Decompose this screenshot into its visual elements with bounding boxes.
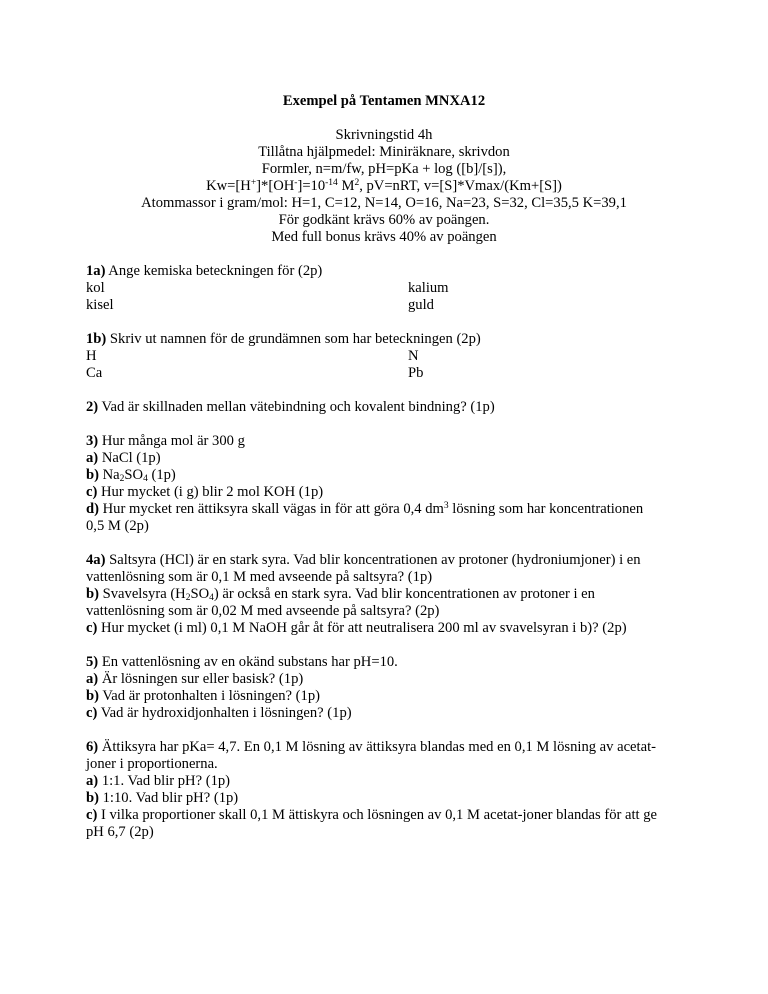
q-num: a) [86,450,99,466]
q-num: a) [86,773,99,789]
q-text: 1:1. Vad blir pH? (1p) [98,773,231,789]
q-num: c) [86,620,98,636]
question-6 [86,739,656,756]
question-5 [86,654,398,671]
q-text: Ange kemiska beteckningen för (2p) [105,263,323,279]
question-1b [86,331,481,348]
kw-text: ]*[OH [256,178,295,194]
subscript: 4 [209,593,214,603]
q-num: 1b) [86,331,107,347]
question-3 [86,433,245,450]
q-text: Vad är skillnaden mellan vätebindning och kovalent bindning? (1p) [98,399,495,415]
q-num: c) [86,705,98,721]
list-item: Ca [86,365,103,381]
kw-text: ]=10 [297,178,326,194]
q-num: 6) [86,739,99,755]
q-num: 2) [86,399,99,415]
header-kw-line [0,178,768,195]
kw-text: M [337,178,355,194]
header-masses: Atommassor i gram/mol: H=1, C=12, N=14, O=16, Na=23, S=32, Cl=35,5 K=39,1 [141,195,627,211]
list-item: kalium [408,280,449,296]
superscript: 3 [443,501,449,511]
question-2 [86,399,495,416]
list-item: guld [408,297,434,313]
list-item: kisel [86,297,114,313]
q-num: c) [86,484,98,500]
question-6-cont: joner i proportionerna. [86,756,218,772]
q-num: c) [86,807,98,823]
q-text: Skriv ut namnen för de grundämnen som har beteckningen (2p) [106,331,481,347]
question-3d-cont: 0,5 M (2p) [86,518,149,534]
q-text: SO [124,467,144,483]
q-text: Hur mycket ren ättiksyra skall vägas in för att göra 0,4 dm [98,501,444,517]
q-text: SO [190,586,210,602]
page-title: Exempel på Tentamen MNXA12 [282,93,486,109]
kw-sup-minus: - [294,178,298,188]
q-num: a) [86,671,99,687]
q-num: b) [86,467,99,483]
list-item: kol [86,280,105,296]
kw-sup-plus: + [250,178,257,188]
q-num: 5) [86,654,99,670]
question-6c [86,807,657,824]
q-text: Hur mycket (i g) blir 2 mol KOH (1p) [97,484,324,500]
q-num: b) [86,586,99,602]
question-6b [86,790,238,807]
q-text: Hur mycket (i ml) 0,1 M NaOH går åt för att neutralisera 200 ml av svavelsyran i b)? (2p) [97,620,627,636]
header-pass: För godkänt krävs 60% av poängen. [278,212,490,228]
question-6a [86,773,230,790]
subscript: 4 [143,474,148,484]
q-num: d) [86,501,99,517]
q-text: Ättiksyra har pKa= 4,7. En 0,1 M lösning av ättiksyra blandas med en 0,1 M lösning av acetat- [98,739,656,755]
q-num: 4a) [86,552,106,568]
question-5c [86,705,352,722]
question-3d [86,501,643,518]
question-6c-cont: pH 6,7 (2p) [86,824,154,840]
q-text: Är lösningen sur eller basisk? (1p) [98,671,304,687]
list-item: N [408,348,419,364]
question-4b-cont: vattenlösning som är 0,02 M med avseende på saltsyra? (2p) [86,603,440,619]
header-aids: Tillåtna hjälpmedel: Miniräknare, skrivdon [258,144,510,160]
q-text: Vad är hydroxidjonhalten i lösningen? (1p) [97,705,352,721]
subscript: 2 [185,593,191,603]
question-5a [86,671,303,688]
question-1a [86,263,322,280]
header-bonus: Med full bonus krävs 40% av poängen [271,229,497,245]
kw-sup-m2: 2 [354,178,360,188]
q-text: NaCl (1p) [98,450,161,466]
q-text: I vilka proportioner skall 0,1 M ättiskyra och lösningen av 0,1 M acetat-joner blandas för att ge [97,807,658,823]
question-5b [86,688,320,705]
q-text: Vad är protonhalten i lösningen? (1p) [98,688,320,704]
q-text: Saltsyra (HCl) är en stark syra. Vad blir koncentrationen av protoner (hydroniumjoner) i en [105,552,641,568]
question-4b [86,586,595,603]
question-3c [86,484,323,501]
question-4a-cont: vattenlösning som är 0,1 M med avseende på saltsyra? (1p) [86,569,433,585]
header-formulas: Formler, n=m/fw, pH=pKa + log ([b]/[s]), [261,161,507,177]
q-num: 3) [86,433,99,449]
q-text: Na [98,467,120,483]
kw-sup-exp: -14 [325,178,338,188]
q-num: 1a) [86,263,106,279]
q-num: b) [86,688,99,704]
q-text: Hur många mol är 300 g [98,433,245,449]
q-text: lösning som har koncentrationen [448,501,644,517]
question-3b [86,467,176,484]
q-text: ) är också en stark syra. Vad blir koncentrationen av protoner i en [213,586,595,602]
list-item: H [86,348,97,364]
q-text: 1:10. Vad blir pH? (1p) [98,790,239,806]
q-text: En vattenlösning av en okänd substans har pH=10. [98,654,398,670]
question-4c [86,620,627,637]
header-time: Skrivningstid 4h [335,127,433,143]
kw-text: , pV=nRT, v=[S]*Vmax/(Km+[S]) [359,178,562,194]
q-num: b) [86,790,99,806]
question-3a [86,450,161,467]
question-4a [86,552,641,569]
q-text: (1p) [147,467,176,483]
subscript: 2 [119,474,125,484]
kw-text: Kw=[H [206,178,251,194]
q-text: Svavelsyra (H [98,586,186,602]
list-item: Pb [408,365,424,381]
